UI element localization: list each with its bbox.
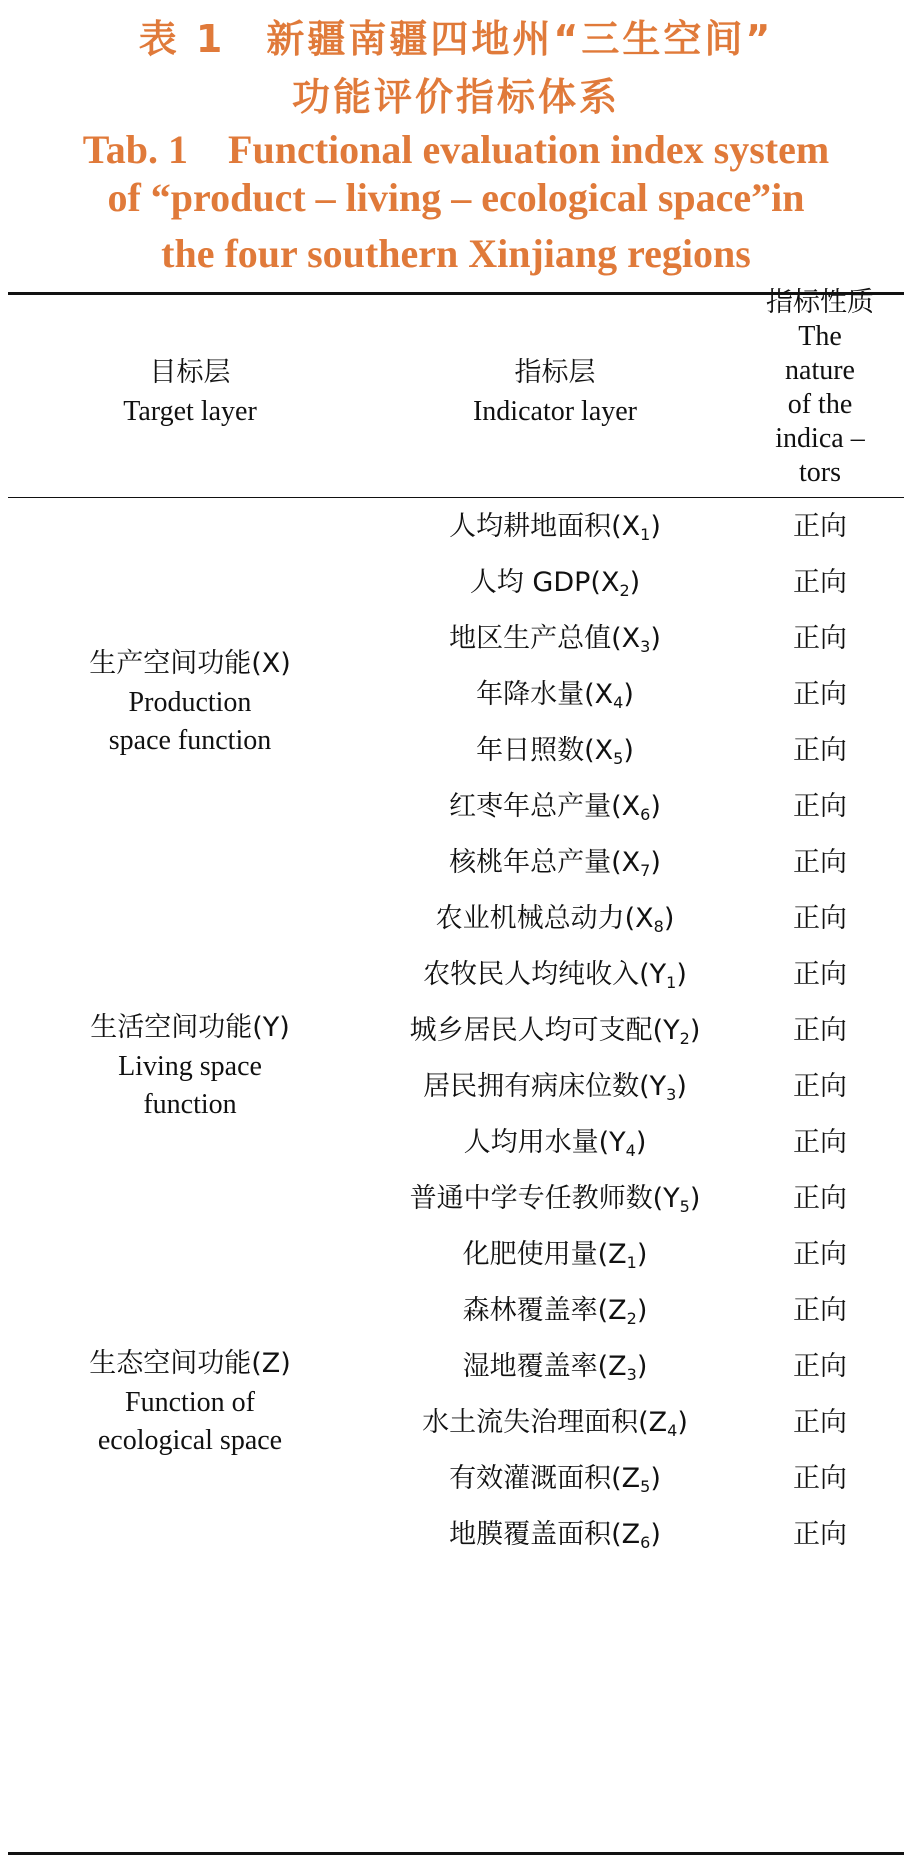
group-ecological-cn: 生态空间功能(Z) [89, 1348, 291, 1379]
indicator-close-paren: ) [663, 903, 675, 934]
indicator-name: 年日照数( [476, 735, 595, 766]
indicator-subscript: 5 [640, 1477, 651, 1496]
indicator-variable: X [621, 847, 641, 878]
indicator-subscript: 5 [679, 1197, 690, 1216]
indicator-close-paren: ) [689, 1015, 701, 1046]
header-target-en: Target layer [123, 396, 257, 427]
indicator-variable: X [621, 791, 641, 822]
indicator-name: 湿地覆盖率( [462, 1351, 609, 1382]
indicator-variable: X [594, 735, 614, 766]
indicator-name: 核桃年总产量( [449, 847, 622, 878]
indicator-name: 地区生产总值( [449, 623, 622, 654]
group-ecological-en-2: ecological space [97, 1425, 283, 1456]
title-zh-line2: 功能评价指标体系 [291, 75, 620, 119]
indicator-variable: Y [663, 1015, 680, 1046]
indicator-close-paren: ) [650, 1519, 661, 1550]
title-en-line1: Tab. 1 Functional evaluation index system [82, 127, 830, 172]
group-living-en-1: Living space [118, 1051, 262, 1082]
indicator-variable: Z [608, 1239, 627, 1270]
indicator-name: 人均用水量( [463, 1127, 610, 1158]
nature-cell: 正向 [793, 791, 847, 822]
indicator-variable: Z [621, 1519, 641, 1550]
indicator-name: 人均耕地面积( [449, 511, 622, 542]
indicator-variable: Z [608, 1295, 627, 1326]
table-row [0, 1502, 912, 1568]
nature-cell: 正向 [793, 1239, 847, 1270]
nature-cell: 正向 [793, 1015, 847, 1046]
indicator-name: 化肥使用量( [462, 1239, 609, 1270]
nature-cell: 正向 [793, 1071, 847, 1102]
indicator-name: 地膜覆盖面积( [449, 1519, 622, 1550]
indicator-subscript: 3 [666, 1085, 677, 1104]
indicator-subscript: 5 [613, 749, 624, 768]
indicator-name: 有效灌溉面积( [449, 1463, 622, 1494]
indicator-subscript: 3 [640, 637, 651, 656]
indicator-subscript: 2 [679, 1029, 690, 1048]
group-ecological-en-1: Function of [125, 1387, 255, 1418]
indicator-name: 水土流失治理面积( [422, 1407, 649, 1438]
indicator-subscript: 1 [666, 973, 677, 992]
indicator-variable: X [621, 511, 641, 542]
nature-cell: 正向 [793, 903, 847, 934]
indicator-subscript: 3 [626, 1365, 637, 1384]
header-nature-en-1: The [798, 321, 842, 352]
indicator-name: 居民拥有病床位数( [423, 1071, 650, 1102]
indicator-variable: Z [648, 1407, 668, 1438]
indicator-close-paren: ) [650, 791, 661, 822]
title-en-line2: of “product – living – ecological space”in [107, 175, 805, 220]
indicator-close-paren: ) [623, 679, 634, 710]
title-zh-line1: 表 1 新疆南疆四地州“三生空间” [138, 17, 774, 61]
indicator-name: 红枣年总产量( [449, 791, 622, 822]
table-bottom-rule [8, 1852, 904, 1855]
indicator-close-paren: ) [636, 1239, 648, 1270]
indicator-cell [360, 1502, 750, 1576]
indicator-name: 年降水量( [476, 679, 595, 710]
nature-cell: 正向 [793, 1295, 847, 1326]
title-en-line3: the four southern Xinjiang regions [161, 231, 751, 276]
nature-cell: 正向 [793, 623, 847, 654]
nature-cell: 正向 [793, 679, 847, 710]
nature-cell: 正向 [793, 1351, 847, 1382]
nature-cell: 正向 [793, 511, 847, 542]
indicator-name: 人均 GDP( [469, 567, 601, 598]
header-nature-en-4: indica – [775, 423, 865, 454]
header-indicator [360, 352, 750, 431]
header-nature-cn: 指标性质 [766, 287, 874, 318]
nature-cell: 正向 [793, 1519, 847, 1550]
nature-cell: 正向 [793, 567, 847, 598]
nature-cell: 正向 [793, 735, 847, 766]
indicator-subscript: 4 [625, 1141, 636, 1160]
indicator-name: 森林覆盖率( [462, 1295, 609, 1326]
indicator-close-paren: ) [623, 735, 634, 766]
nature-cell: 正向 [793, 959, 847, 990]
indicator-subscript: 4 [667, 1421, 678, 1440]
indicator-subscript: 7 [640, 861, 651, 880]
indicator-variable: Y [663, 1183, 680, 1214]
indicator-variable: Z [621, 1463, 641, 1494]
indicator-subscript: 6 [640, 1533, 651, 1552]
group-production-en-2: space function [108, 725, 272, 756]
nature-cell: 正向 [793, 847, 847, 878]
indicator-name: 农业机械总动力( [435, 903, 636, 934]
indicator-variable: X [635, 903, 654, 934]
indicator-variable: X [600, 567, 620, 598]
indicator-subscript: 6 [640, 805, 651, 824]
indicator-close-paren: ) [650, 511, 661, 542]
indicator-variable: Y [609, 1127, 626, 1158]
header-indicator-en: Indicator layer [472, 396, 638, 427]
indicator-name: 城乡居民人均可支配( [409, 1015, 664, 1046]
indicator-subscript: 8 [653, 917, 664, 936]
indicator-name: 普通中学专任教师数( [409, 1183, 664, 1214]
indicator-close-paren: ) [635, 1127, 647, 1158]
group-production-en-1: Production [128, 687, 252, 718]
indicator-subscript: 1 [626, 1253, 637, 1272]
indicator-subscript: 2 [619, 581, 630, 600]
group-production-cn: 生产空间功能(X) [89, 648, 291, 679]
indicator-variable: Z [608, 1351, 627, 1382]
nature-cell: 正向 [793, 1127, 847, 1158]
indicator-close-paren: ) [676, 959, 687, 990]
header-nature-en-2: nature [785, 355, 855, 386]
header-nature-en-5: tors [799, 457, 841, 488]
indicator-close-paren: ) [650, 623, 661, 654]
indicator-variable: Y [649, 1071, 667, 1102]
indicator-close-paren: ) [650, 1463, 661, 1494]
indicator-close-paren: ) [629, 567, 641, 598]
indicator-close-paren: ) [636, 1295, 648, 1326]
header-indicator-cn: 指标层 [514, 357, 596, 388]
group-living-cn: 生活空间功能(Y) [90, 1012, 290, 1043]
header-target-cn: 目标层 [149, 357, 231, 388]
nature-cell: 正向 [793, 1463, 847, 1494]
indicator-subscript: 4 [613, 693, 624, 712]
indicator-variable: Y [649, 959, 667, 990]
header-target [30, 352, 350, 431]
indicator-close-paren: ) [677, 1407, 688, 1438]
nature-cell: 正向 [793, 1183, 847, 1214]
indicator-variable: X [621, 623, 641, 654]
header-nature-en-3: of the [787, 389, 853, 420]
indicator-variable: X [594, 679, 614, 710]
indicator-close-paren: ) [676, 1071, 687, 1102]
indicator-subscript: 1 [640, 525, 651, 544]
indicator-close-paren: ) [650, 847, 661, 878]
indicator-close-paren: ) [689, 1183, 701, 1214]
header-nature [750, 286, 890, 490]
nature-cell: 正向 [793, 1407, 847, 1438]
indicator-close-paren: ) [636, 1351, 648, 1382]
indicator-subscript: 2 [626, 1309, 637, 1328]
group-living-en-2: function [143, 1089, 237, 1120]
indicator-name: 农牧民人均纯收入( [423, 959, 650, 990]
